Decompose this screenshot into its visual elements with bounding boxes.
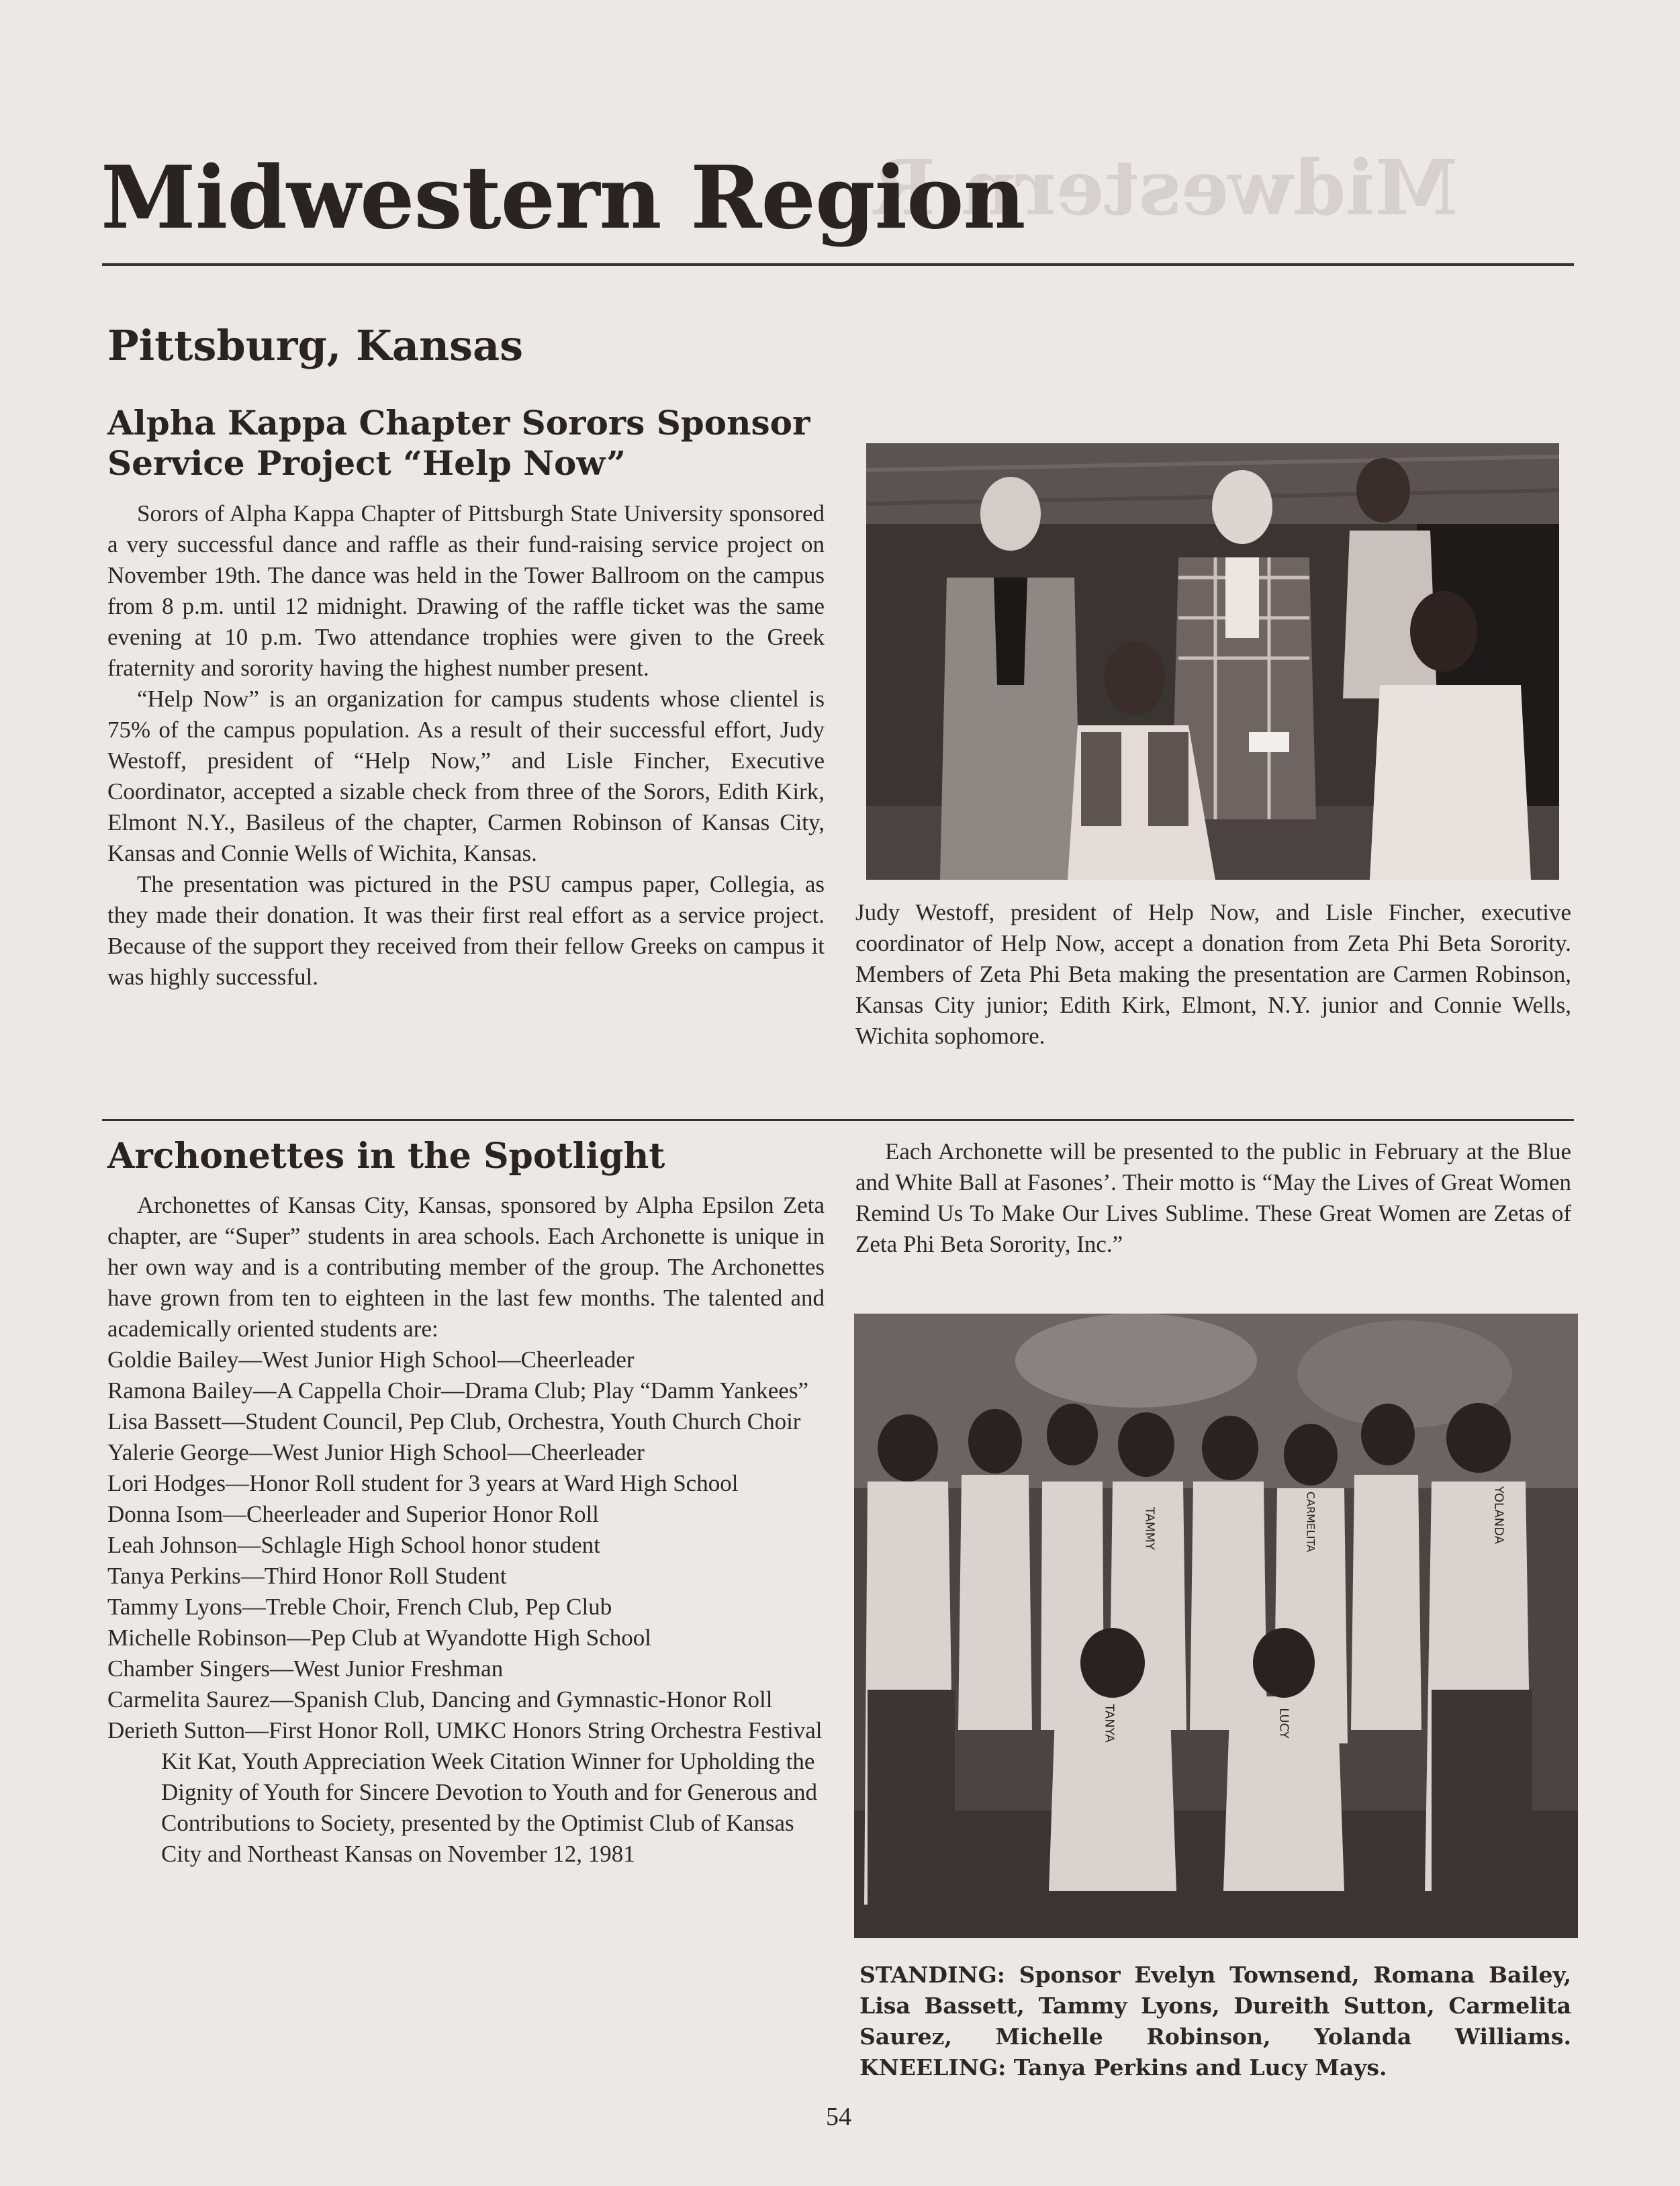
member-item: Chamber Singers—West Junior Freshman [107,1655,504,1682]
member-item: Yalerie George—West Junior High School—Cheerleader [107,1439,645,1465]
section-rule [102,1119,1574,1121]
donation-photo-image [866,443,1559,880]
member-item: Michelle Robinson—Pep Club at Wyandotte High School [107,1625,651,1651]
page-number: 54 [826,2103,851,2131]
headline-line-2: Service Project “Help Now” [107,443,626,483]
member-item: Carmelita Saurez—Spanish Club, Dancing and Gymnastic-Honor Roll [107,1686,773,1713]
shirt-label: CARMELITA [1304,1491,1317,1553]
page-title: Midwestern Region [101,148,1025,248]
location-heading: Pittsburg, Kansas [107,321,524,370]
headline-line-1: Alpha Kappa Chapter Sorors Sponsor [107,403,810,443]
shirt-label: LUCY [1276,1708,1291,1739]
donation-photo-caption: Judy Westoff, president of Help Now, and Lisle Fincher, executive coordinator of Help Now, accept a donation from Zeta Phi Beta Sorority. Members of Zeta Phi Beta making the presentation are Carmen Robinson, Kansas City junior; Edith Kirk, Elmont, N.Y. junior and Connie Wells, Wichita sophomore. [855,899,1571,1049]
member-item: Leah Johnson—Schlagle High School honor student [107,1532,600,1558]
bleed-through-text: Midwestern R [873,144,1458,232]
archonettes-photo-image [854,1314,1578,1938]
shirt-label: TANYA [1102,1704,1117,1743]
archonettes-body [107,1190,825,1870]
article-body [107,498,825,993]
member-item: Tanya Perkins—Third Honor Roll Student [107,1563,507,1589]
title-rule [102,263,1574,266]
member-item: Derieth Sutton—First Honor Roll, UMKC Honors String Orchestra Festival Kit Kat, Youth Appreciation Week Citation Winner for Upholding the Dignity of Youth for Sincere Devotion to Youth and for Generous and Contributions to Society, presented by the Optimist Club of Kansas City and Northeast Kansas on November 12, 1981 [107,1717,823,1867]
archonettes-headline: Archonettes in the Spotlight [107,1136,665,1177]
member-list [107,1345,825,1870]
shirt-label: YOLANDA [1491,1486,1506,1545]
article-paragraph: The presentation was pictured in the PSU campus paper, Collegia, as they made their donation. It was their first real effort as a service project. Because of the support they received from their fellow Greeks on campus it was highly successful. [107,871,825,990]
article-headline [107,403,810,484]
member-item: Donna Isom—Cheerleader and Superior Honor Roll [107,1501,599,1527]
member-item: Lisa Bassett—Student Council, Pep Club, Orchestra, Youth Church Choir [107,1408,801,1434]
archonettes-intro: Archonettes of Kansas City, Kansas, sponsored by Alpha Epsilon Zeta chapter, are “Super” students in area schools. Each Archonette is unique in her own way and is a contributing member of the group. The Archonettes have grown from ten to eighteen in the last few months. The talented and academically oriented students are: [107,1192,825,1342]
member-item: Lori Hodges—Honor Roll student for 3 years at Ward High School [107,1470,739,1496]
archonettes-photo [854,1314,1578,1938]
archonettes-photo-caption: STANDING: Sponsor Evelyn Townsend, Romana Bailey, Lisa Bassett, Tammy Lyons, Dureith Sutton, Carmelita Saurez, Michelle Robinson, Yolanda Williams. KNEELING: Tanya Perkins and Lucy Mays. [859,1962,1571,2081]
archonettes-right-column [855,1136,1571,1260]
article-paragraph: Sorors of Alpha Kappa Chapter of Pittsburgh State University sponsored a very successful dance and raffle as their fund-raising service project on November 19th. The dance was held in the Tower Ballroom on the campus from 8 p.m. until 12 midnight. Drawing of the raffle ticket was the same evening at 10 p.m. Two attendance trophies were given to the Greek fraternity and sorority having the highest number present. [107,500,825,681]
member-item: Goldie Bailey—West Junior High School—Cheerleader [107,1347,635,1373]
member-item: Ramona Bailey—A Cappella Choir—Drama Club; Play “Damm Yankees” [107,1377,808,1404]
member-item: Tammy Lyons—Treble Choir, French Club, Pep Club [107,1594,612,1620]
article-paragraph: “Help Now” is an organization for campus students whose clientel is 75% of the campus population. As a result of their successful effort, Judy Westoff, president of “Help Now,” and Lisle Fincher, Executive Coordinator, accepted a sizable check from three of the Sorors, Edith Kirk, Elmont N.Y., Basileus of the chapter, Carmen Robinson of Kansas City, Kansas and Connie Wells of Wichita, Kansas. [107,686,825,866]
archonettes-motto-paragraph: Each Archonette will be presented to the public in February at the Blue and White Ball at Fasones’. Their motto is “May the Lives of Great Women Remind Us To Make Our Lives Sublime. These Great Women are Zetas of Zeta Phi Beta Sorority, Inc.” [855,1138,1571,1257]
shirt-label: TAMMY [1142,1507,1157,1550]
donation-photo [866,443,1559,880]
